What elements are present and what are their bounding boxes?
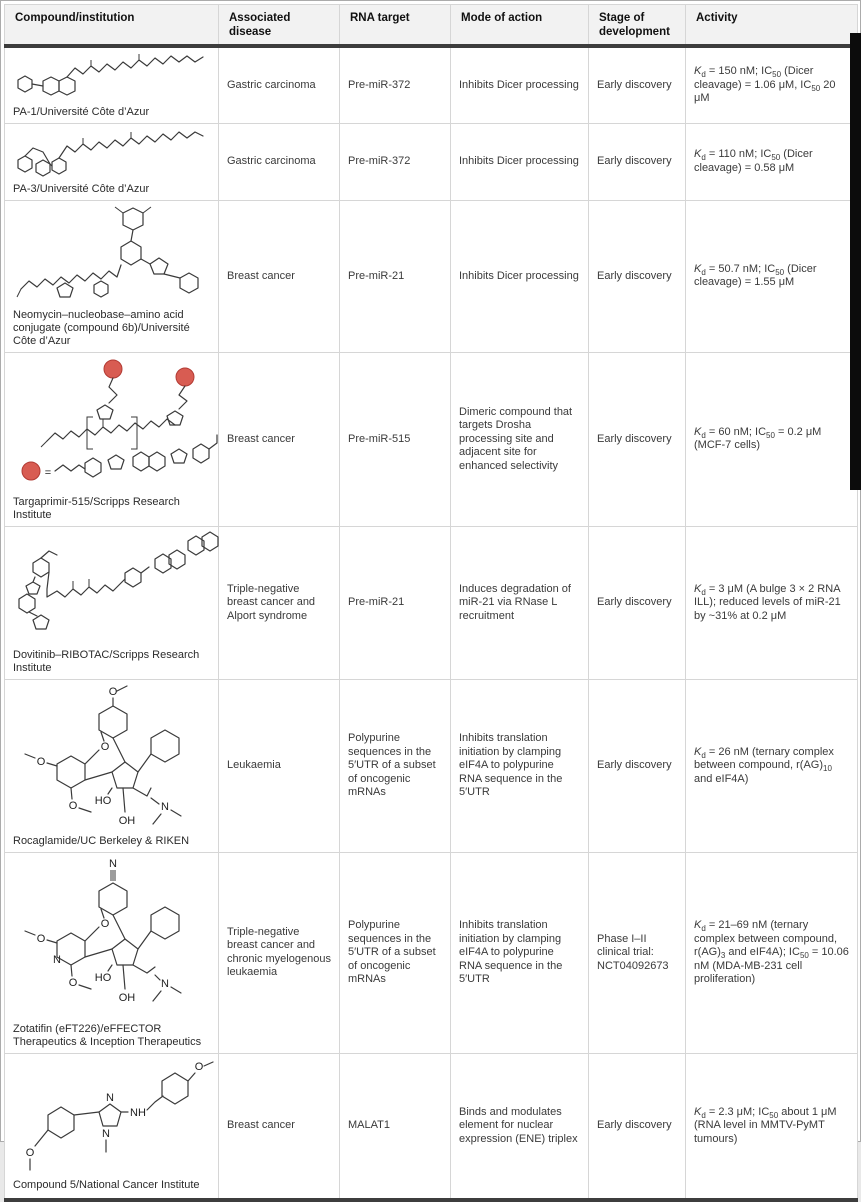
mode-of-action-cell: Inhibits translation initiation by clamping eIF4A to polypurine RNA sequence in the 5′UTR [451,853,589,1054]
stage-cell: Early discovery [589,1053,686,1200]
atom-label-oh: OH [118,814,136,827]
atom-label-nh: NH [130,1106,146,1119]
mode-of-action-cell: Binds and modulates element for nuclear expression (ENE) triplex [451,1053,589,1200]
chemical-structure-pa-1-icon [13,52,211,100]
red-sphere-marker [176,368,194,386]
activity-cell: $K_d = 3$ μM (A bulge 3 × 2 RNA ILL); reduced levels of miR-21 by ~31% at 0.2 μM [686,527,858,680]
activity-cell: $K_d = 60$ nM; $IC_{50} = 0.2$ μM (MCF-7 cells) [686,352,858,527]
chemical-structure-compound-5-icon [13,1060,218,1174]
chemical-structure-targaprimir-515-icon [13,357,223,491]
compound-table-wrapper [4,4,858,1202]
atom-label-n-bottom: N [102,1127,110,1140]
rna-target-cell: Pre-miR-21 [340,201,451,353]
atom-label-o-right: O [194,1060,204,1073]
chemical-structure-rocaglamide-icon [13,684,218,830]
chemical-structure-neomycin-conjugate-icon [13,205,218,303]
table-row [5,1053,858,1200]
column-header-rna-target: RNA target [340,5,451,47]
atom-label-ho: HO [94,794,112,807]
disease-cell: Leukaemia [219,679,340,853]
stage-cell: Early discovery [589,352,686,527]
rna-target-cell: Polypurine sequences in the 5′UTR of a subset of oncogenic mRNAs [340,853,451,1054]
compound-cell [5,201,219,353]
column-header-activity: Activity [686,5,858,47]
disease-cell: Breast cancer [219,352,340,527]
compound-cell [5,679,219,853]
compound-cell [5,1053,219,1200]
disease-cell: Gastric carcinoma [219,123,340,201]
activity-cell: $K_d = 150$ nM; $IC_{50}$ (Dicer cleavage) = 1.06 μM, $IC_{50}$ 20 μM [686,46,858,123]
compound-cell [5,853,219,1054]
page-edge-artifact [850,33,861,490]
compound-name: Rocaglamide/UC Berkeley & RIKEN [13,835,190,847]
mode-of-action-cell: Inhibits Dicer processing [451,123,589,201]
stage-cell: Early discovery [589,201,686,353]
rna-target-cell: Pre-miR-21 [340,527,451,680]
disease-cell: Triple-negative breast cancer and Alport syndrome [219,527,340,680]
column-header-stage: Stage of development [589,5,686,47]
atom-label-o-bottom: O [68,977,78,989]
atom-label-o-ring: O [100,918,110,930]
compound-name: Compound 5/National Cancer Institute [13,1179,200,1191]
mode-of-action-cell: Induces degradation of miR-21 via RNase L recruitment [451,527,589,680]
activity-cell: $K_d = 26$ nM (ternary complex between compound, $r(AG)_{10}$ and eIF4A) [686,679,858,853]
activity-cell: $K_d = 110$ nM; $IC_{50}$ (Dicer cleavage) = 0.58 μM [686,123,858,201]
mode-of-action-cell: Dimeric compound that targets Drosha processing site and adjacent site for enhanced selectivity [451,352,589,527]
activity-cell: $K_d = 2.3$ μM; $IC_{50}$ about 1 μM (RNA level in MMTV-PyMT tumours) [686,1053,858,1200]
column-header-compound: Compound/institution [5,5,219,47]
compound-cell [5,123,219,201]
atom-label-n-top: N [109,858,117,870]
atom-label-o-ring: O [100,740,110,753]
disease-cell: Breast cancer [219,1053,340,1200]
activity-cell: $K_d = 21-69$ nM (ternary complex between compound, $r(AG)_3$ and eIF4A); $IC_{50} = 10.06$ nM (MDA-MB-231 cell proliferation) [686,853,858,1054]
red-sphere-marker [104,360,122,378]
atom-label-o-left: O [25,1146,35,1159]
rna-target-cell: MALAT1 [340,1053,451,1200]
mode-of-action-cell: Inhibits translation initiation by clamping eIF4A to polypurine RNA sequence in the 5′UTR [451,679,589,853]
compound-name: PA-3/Université Côte d’Azur [13,183,150,195]
mode-of-action-cell: Inhibits Dicer processing [451,201,589,353]
rna-target-cell: Polypurine sequences in the 5′UTR of a subset of oncogenic mRNAs [340,679,451,853]
table-row [5,352,858,527]
activity-cell: $K_d = 50.7$ nM; $IC_{50}$ (Dicer cleavage) = 1.55 μM [686,201,858,353]
compound-name: Zotatifin (eFT226)/eFFECTOR Therapeutics & Inception Therapeutics [13,1022,202,1048]
atom-label-o-left: O [36,933,46,945]
atom-label-oh: OH [118,992,136,1004]
compound-cell [5,352,219,527]
atom-label-o-left: O [36,755,46,768]
table-row [5,853,858,1054]
rna-target-cell: Pre-miR-515 [340,352,451,527]
rna-target-cell: Pre-miR-372 [340,46,451,123]
stage-cell: Early discovery [589,679,686,853]
compound-name: Dovitinib–RIBOTAC/Scripps Research Institute [13,648,200,674]
column-header-mode-of-action: Mode of action [451,5,589,47]
table-row [5,527,858,680]
table-row [5,46,858,123]
disease-cell: Gastric carcinoma [219,46,340,123]
compound-name: PA-1/Université Côte d’Azur [13,105,150,118]
stage-cell: Early discovery [589,527,686,680]
compound-cell [5,527,219,680]
table-row [5,201,858,353]
header-row [5,5,858,47]
chemical-structure-pa-3-icon [13,128,211,178]
compound-table [4,4,858,1202]
rna-target-cell: Pre-miR-372 [340,123,451,201]
atom-label-ho: HO [94,972,112,984]
atom-label-n-left: N [53,954,61,966]
stage-cell: Early discovery [589,46,686,123]
atom-label-n: N [161,978,169,990]
compound-name: Neomycin–nucleobase–amino acid conjugate (compound 6b)/Université Côte d’Azur [13,308,190,347]
compound-cell [5,46,219,123]
column-header-disease: Associated disease [219,5,340,47]
chemical-structure-zotatifin-icon [13,857,218,1017]
atom-label-o-bottom: O [68,799,78,812]
atom-label-o-top: O [108,685,118,698]
atom-label-n-top: N [106,1091,114,1104]
disease-cell: Triple-negative breast cancer and chronic myelogenous leukaemia [219,853,340,1054]
disease-cell: Breast cancer [219,201,340,353]
table-row [5,123,858,201]
legend-equals-sign: = [44,466,52,479]
stage-cell: Early discovery [589,123,686,201]
red-sphere-marker [22,462,40,480]
mode-of-action-cell: Inhibits Dicer processing [451,46,589,123]
compound-name: Targaprimir-515/Scripps Research Institute [13,496,180,521]
chemical-structure-dovitinib-ribotac-icon [13,531,218,643]
atom-label-n: N [161,800,169,813]
stage-cell: Phase I–II clinical trial: NCT04092673 [589,853,686,1054]
table-row [5,679,858,853]
